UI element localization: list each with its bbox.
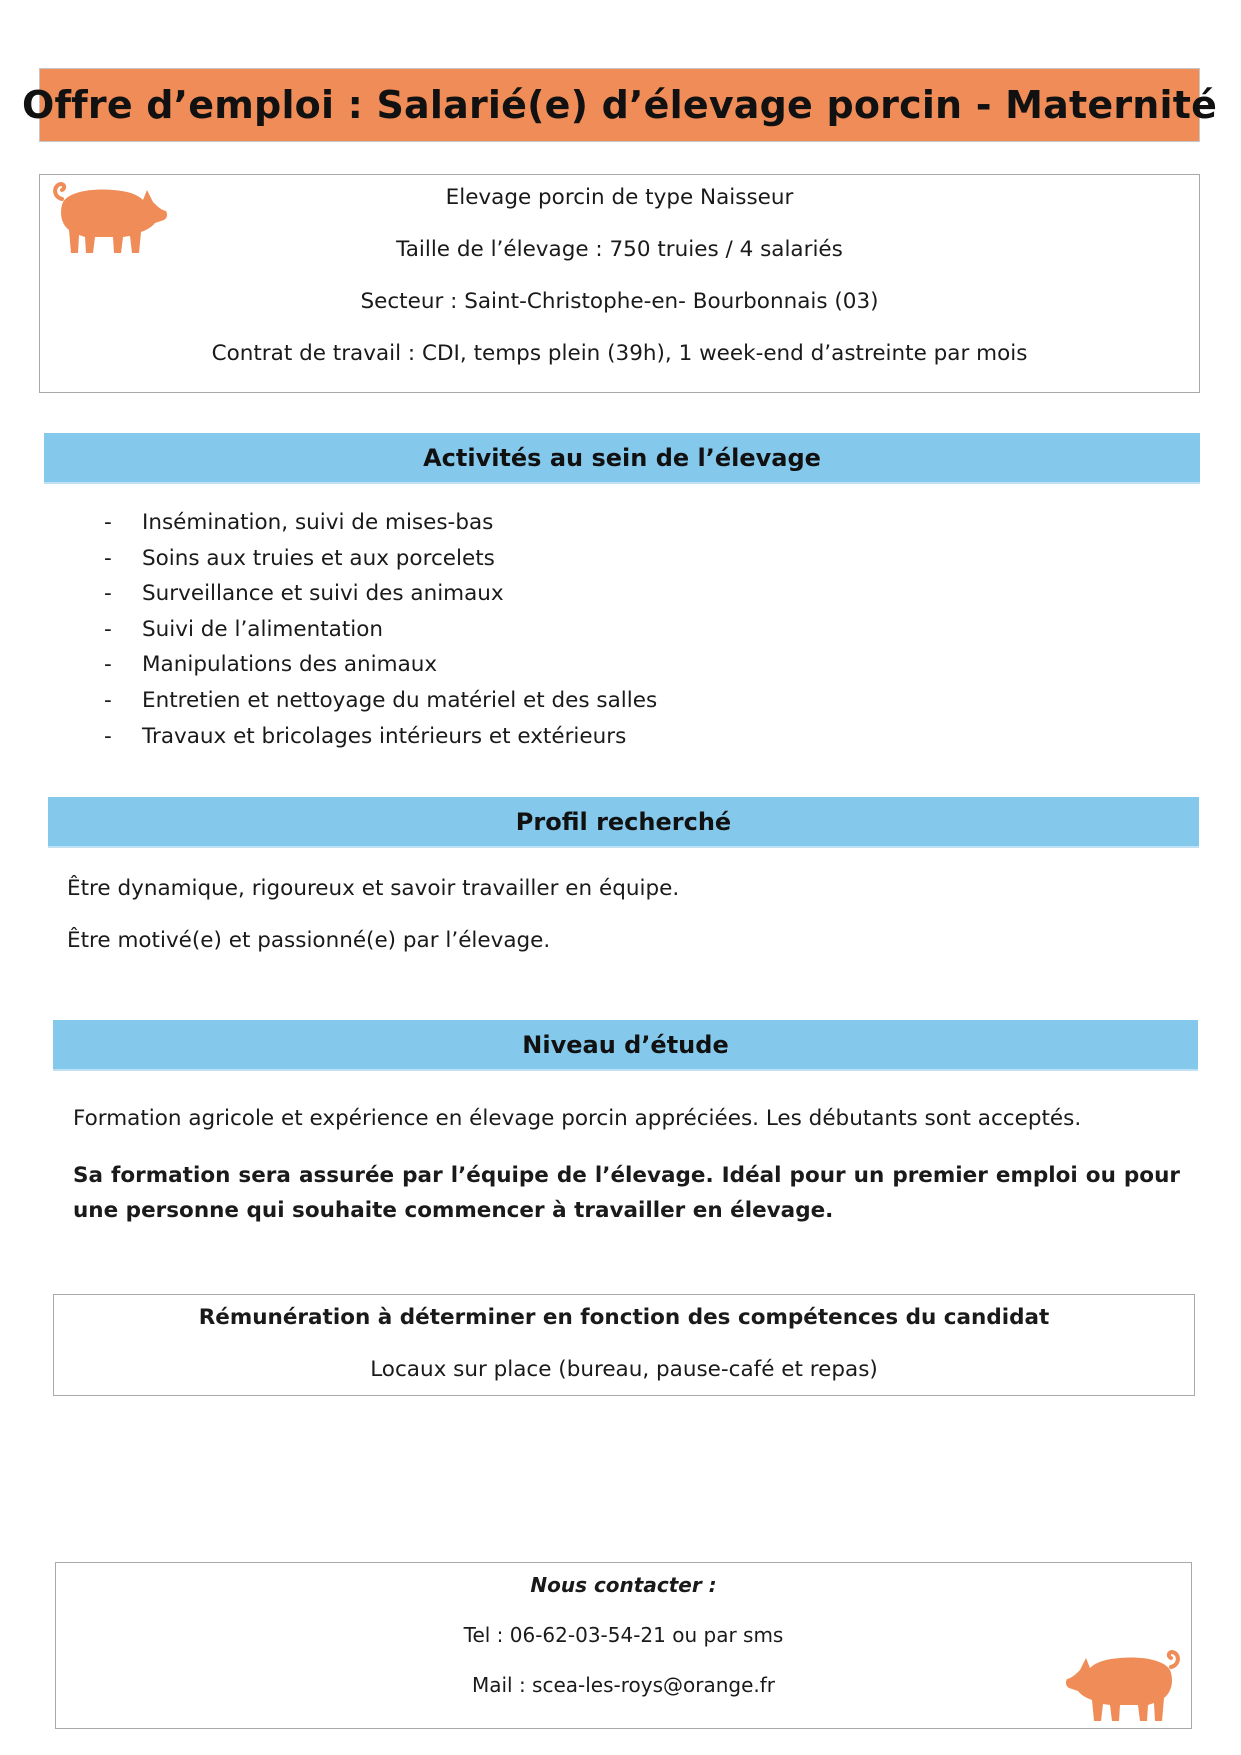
list-item <box>100 683 657 719</box>
info-line-contract: Contrat de travail : CDI, temps plein (39h), 1 week-end d’astreinte par mois <box>211 341 1028 366</box>
info-line-sector: Secteur : Saint-Christophe-en- Bourbonnais (03) <box>360 289 879 314</box>
contact-title: Nous contacter : <box>530 1573 717 1597</box>
education-bold-text: Sa formation sera assurée par l’équipe de l’élevage. Idéal pour un premier emploi ou pour une personne qui souhaite commencer à travailler en élevage. <box>73 1163 1180 1223</box>
contact-box <box>55 1562 1192 1729</box>
pig-icon <box>1061 1648 1183 1728</box>
bullet-dash: - <box>104 510 112 535</box>
education-heading: Niveau d’étude <box>522 1030 729 1059</box>
list-item-text: Travaux et bricolages intérieurs et extérieurs <box>142 723 627 749</box>
list-item <box>100 505 657 541</box>
list-item <box>100 719 657 755</box>
profile-heading: Profil recherché <box>515 807 732 836</box>
contact-mail: Mail : scea-les-roys@orange.fr <box>471 1673 776 1697</box>
bullet-dash: - <box>104 545 112 571</box>
list-item <box>100 612 657 648</box>
list-item-text: Suivi de l’alimentation <box>142 616 384 642</box>
list-item-text: Manipulations des animaux <box>142 652 438 678</box>
remuneration-box <box>53 1294 1195 1396</box>
list-item <box>100 541 657 577</box>
remuneration-title: Rémunération à déterminer en fonction des compétences du candidat <box>198 1305 1050 1330</box>
profile-line-2: Être motivé(e) et passionné(e) par l’élevage. <box>67 928 551 953</box>
info-box <box>39 174 1200 393</box>
info-line-type: Elevage porcin de type Naisseur <box>445 185 794 210</box>
bullet-dash: - <box>104 616 112 642</box>
page-title: Offre d’emploi : Salarié(e) d’élevage porcin - Maternité <box>21 83 1218 127</box>
bullet-dash: - <box>104 687 112 713</box>
list-item <box>100 647 657 683</box>
bullet-dash: - <box>104 652 112 678</box>
activities-list <box>100 505 657 754</box>
bullet-dash: - <box>104 723 112 749</box>
bullet-dash: - <box>104 581 112 607</box>
activities-heading: Activités au sein de l’élevage <box>423 443 821 472</box>
list-item-text: Soins aux truies et aux porcelets <box>142 545 495 571</box>
profile-heading-bar <box>48 797 1199 848</box>
contact-tel: Tel : 06-62-03-54-21 ou par sms <box>463 1623 784 1647</box>
title-banner <box>21 68 1218 142</box>
education-heading-bar <box>53 1020 1198 1071</box>
list-item-text: Insémination, suivi de mises-bas <box>142 510 494 535</box>
list-item <box>100 576 657 612</box>
list-item-text: Surveillance et suivi des animaux <box>142 581 504 607</box>
list-item-text: Entretien et nettoyage du matériel et des salles <box>142 687 658 713</box>
remuneration-text: Locaux sur place (bureau, pause-café et repas) <box>370 1357 878 1382</box>
activities-heading-bar <box>44 433 1200 484</box>
profile-line-1: Être dynamique, rigoureux et savoir travailler en équipe. <box>67 876 680 901</box>
education-text: Formation agricole et expérience en élevage porcin appréciées. Les débutants sont acceptés. <box>73 1106 1082 1131</box>
info-line-size: Taille de l’élevage : 750 truies / 4 salariés <box>396 237 843 262</box>
